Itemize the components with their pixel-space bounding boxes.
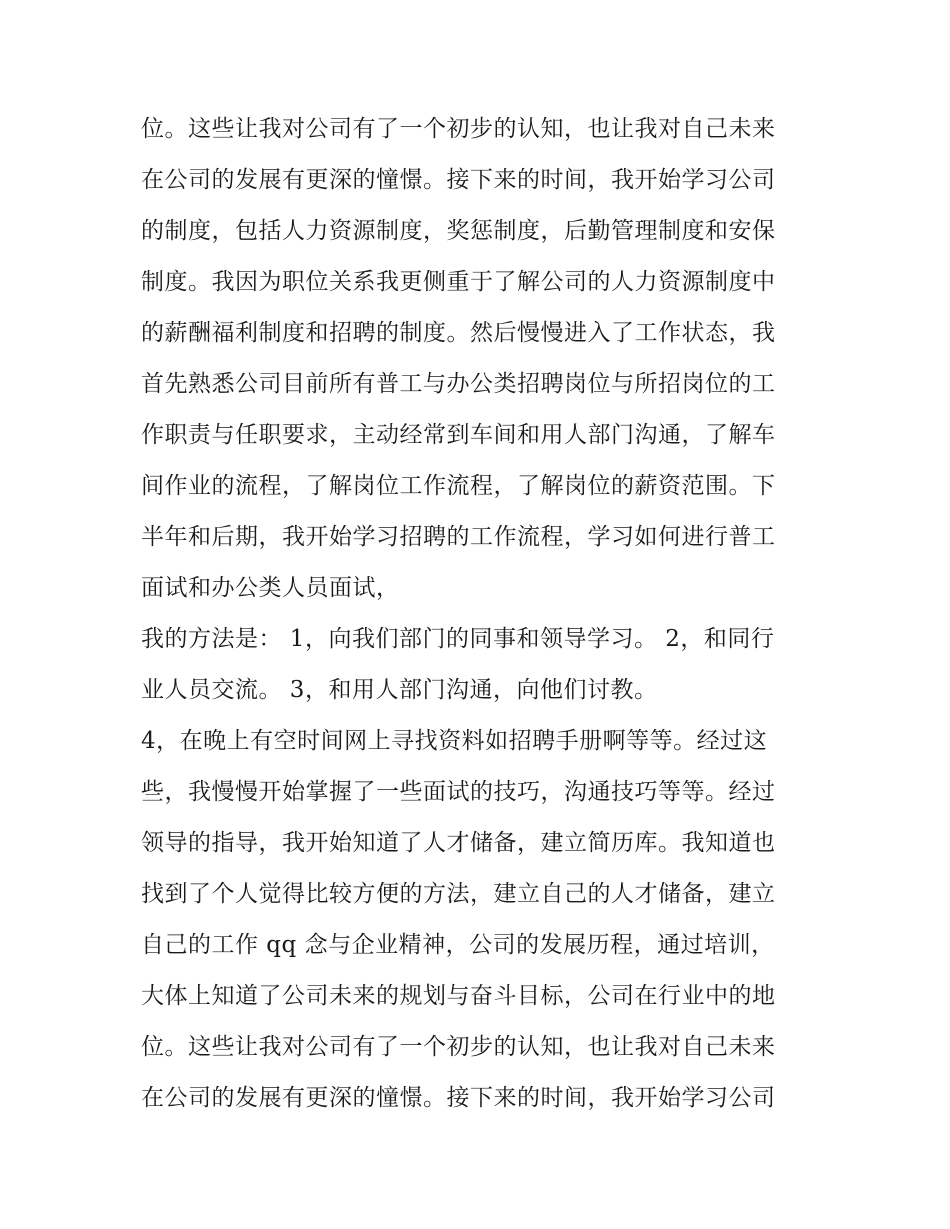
- text-line: 自己的工作 qq 念与企业精神，公司的发展历程，通过培训，: [141, 932, 775, 958]
- text-line: 的薪酬福利制度和招聘的制度。然后慢慢进入了工作状态，我: [141, 320, 776, 346]
- text-line: 作职责与任职要求，主动经常到车间和用人部门沟通，了解车: [141, 422, 776, 448]
- text-line: 找到了个人觉得比较方便的方法，建立自己的人才储备，建立: [141, 881, 776, 907]
- text-line: 的制度，包括人力资源制度，奖惩制度，后勤管理制度和安保: [141, 218, 776, 244]
- document-text-body: [141, 104, 831, 1124]
- text-line: 领导的指导，我开始知道了人才储备，建立简历库。我知道也: [141, 830, 776, 856]
- text-line: 我的方法是： 1，向我们部门的同事和领导学习。 2，和同行: [141, 626, 775, 652]
- text-line: 半年和后期，我开始学习招聘的工作流程，学习如何进行普工: [141, 524, 776, 550]
- text-line: 4，在晚上有空时间网上寻找资料如招聘手册啊等等。经过这: [141, 728, 768, 754]
- text-line: 间作业的流程，了解岗位工作流程，了解岗位的薪资范围。下: [141, 473, 776, 499]
- text-line: 大体上知道了公司未来的规划与奋斗目标，公司在行业中的地: [141, 983, 776, 1009]
- text-line: 业人员交流。 3，和用人部门沟通，向他们讨教。: [141, 677, 658, 703]
- text-line: 些，我慢慢开始掌握了一些面试的技巧，沟通技巧等等。经过: [141, 779, 776, 805]
- text-line: 制度。我因为职位关系我更侧重于了解公司的人力资源制度中: [141, 269, 776, 295]
- text-line: 在公司的发展有更深的憧憬。接下来的时间，我开始学习公司: [141, 167, 776, 193]
- text-line: 位。这些让我对公司有了一个初步的认知，也让我对自己未来: [141, 116, 776, 142]
- text-line: 位。这些让我对公司有了一个初步的认知，也让我对自己未来: [141, 1034, 776, 1060]
- text-line: 在公司的发展有更深的憧憬。接下来的时间，我开始学习公司: [141, 1085, 776, 1111]
- text-line: 首先熟悉公司目前所有普工与办公类招聘岗位与所招岗位的工: [141, 371, 776, 397]
- text-line: 面试和办公类人员面试，: [141, 575, 400, 601]
